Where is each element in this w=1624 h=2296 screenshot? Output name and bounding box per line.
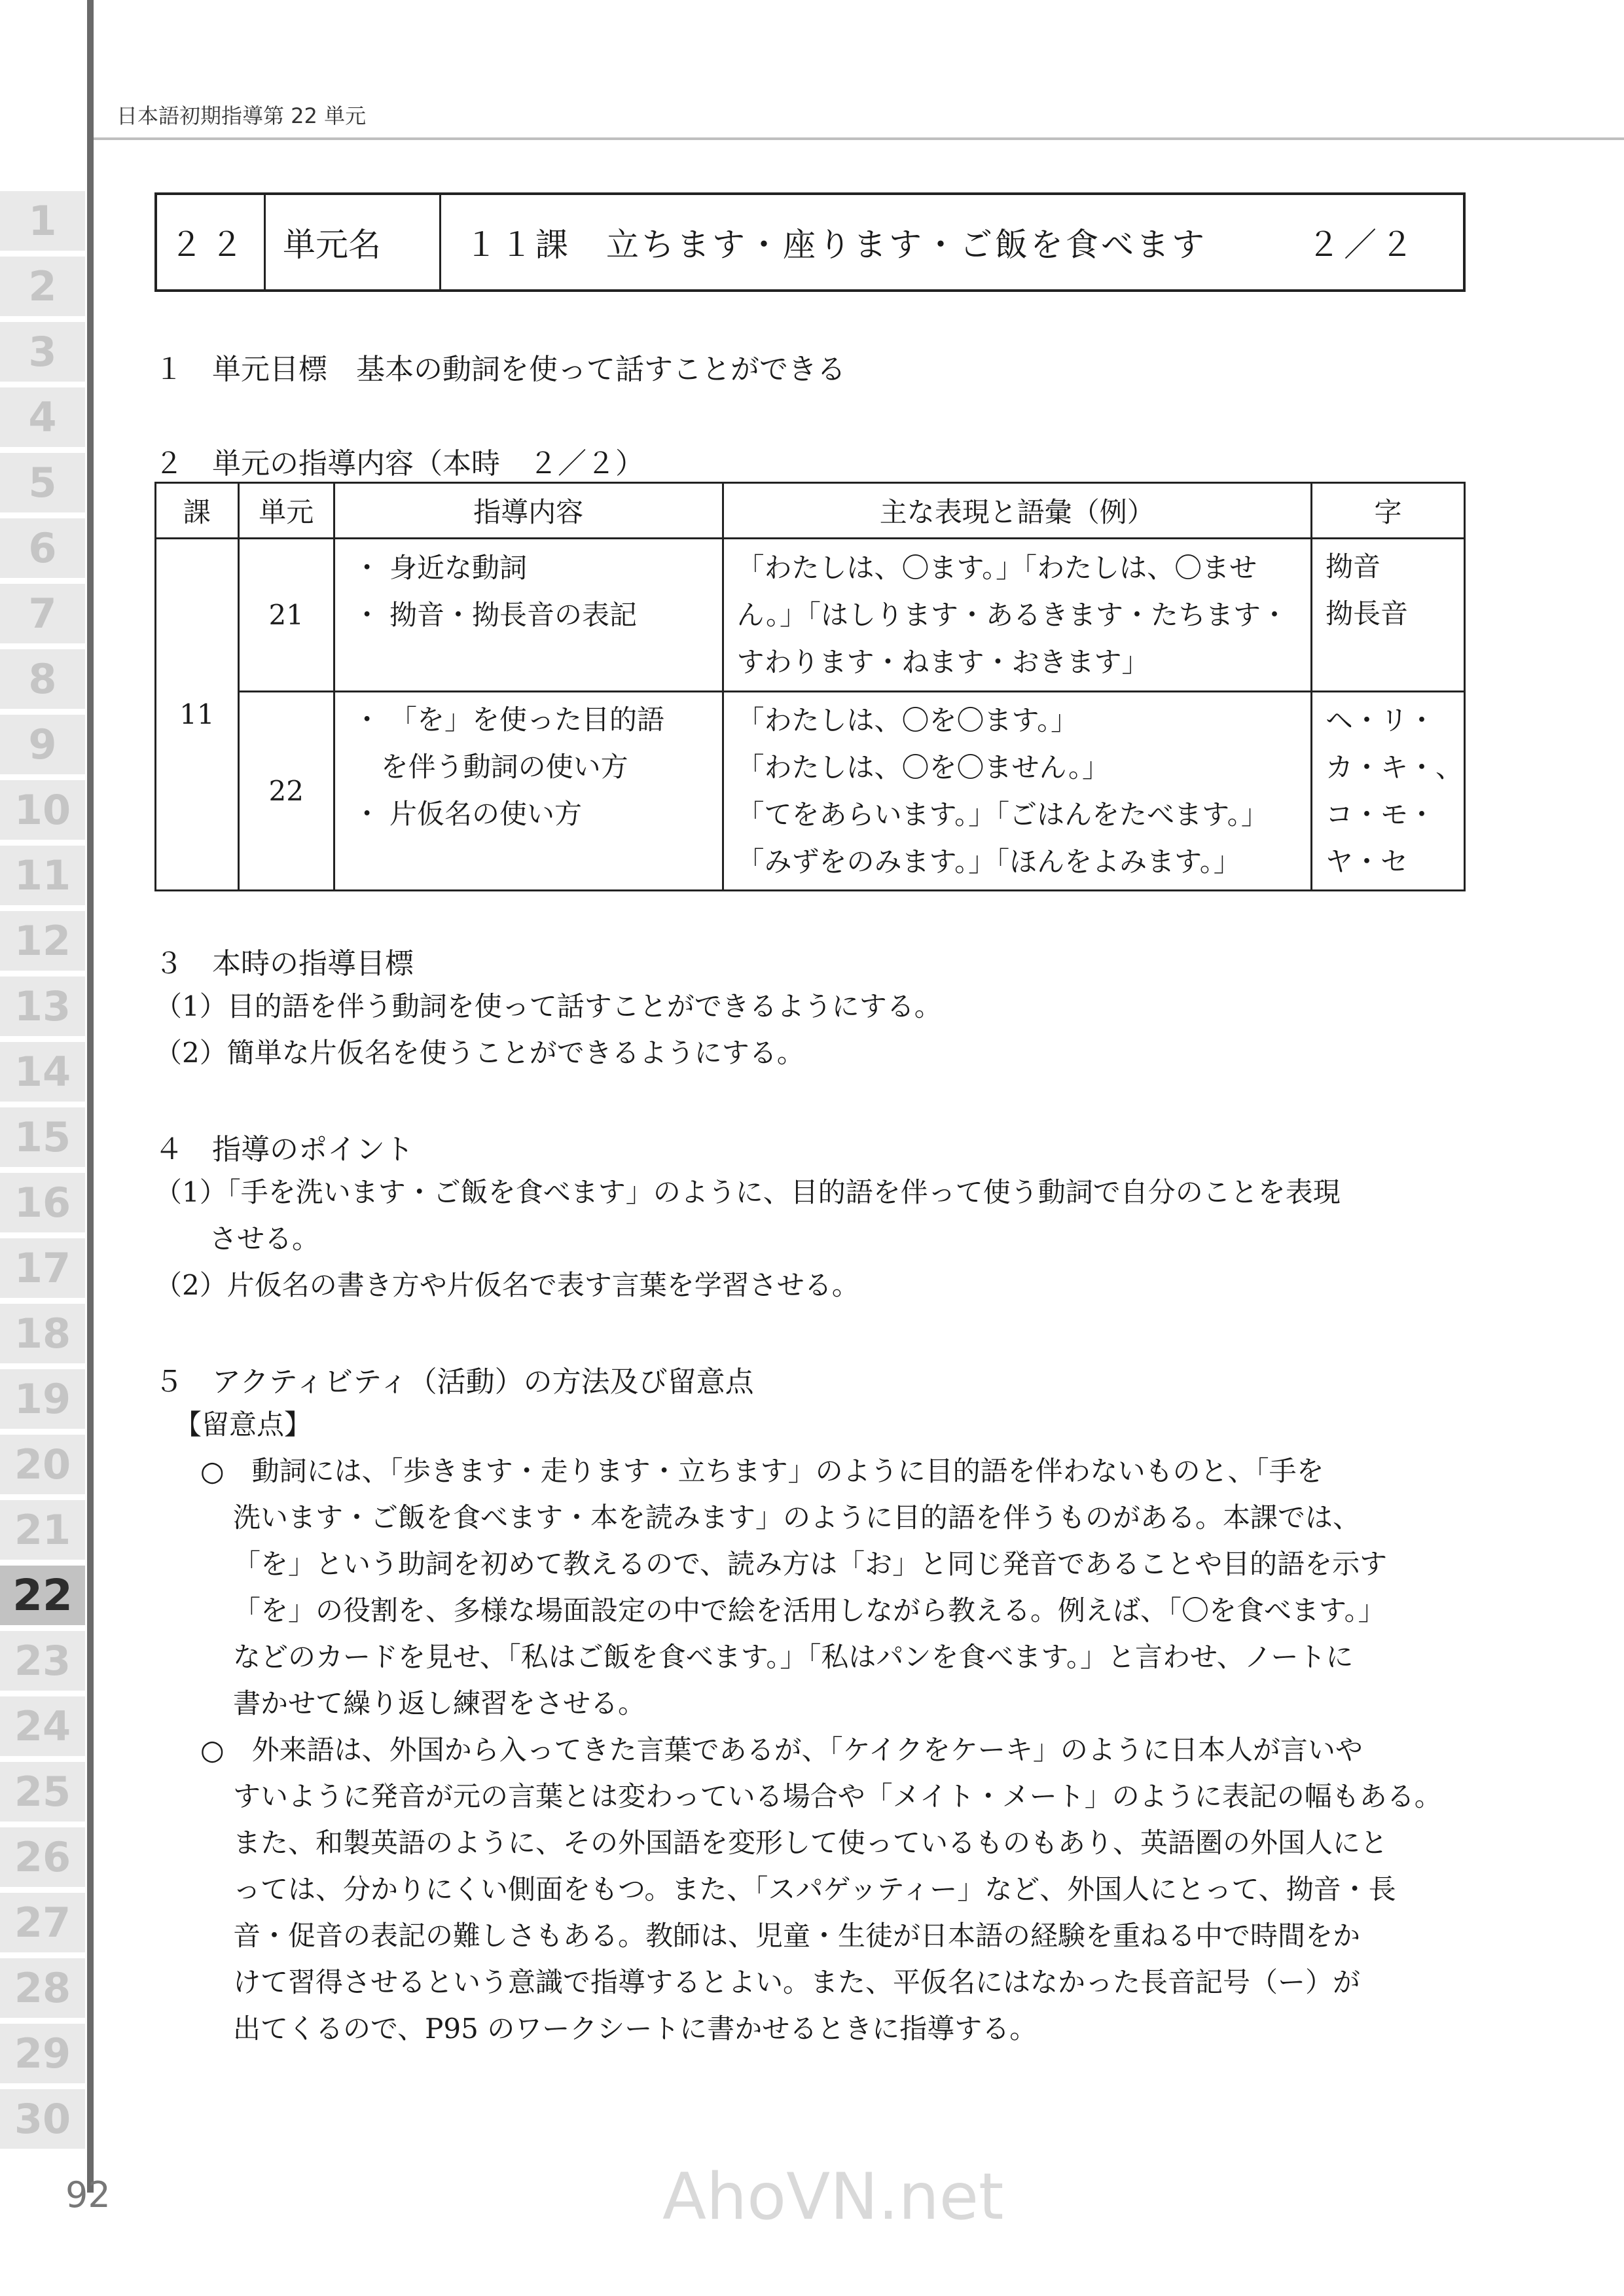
section5-heading: ５ アクティビティ（活動）の方法及び留意点 <box>154 1365 754 1399</box>
point-line: （1）「手を洗います・ご飯を食べます」のように、目的語を伴って使う動詞で自分のことを表現 <box>154 1176 1341 1208</box>
unit-tab: 8 <box>0 649 85 709</box>
unit-tab: 30 <box>0 2089 85 2149</box>
unit-tab: 5 <box>0 453 85 512</box>
note-line: 「を」の役割を、多様な場面設定の中で絵を活用しながら教える。例えば、「〇を食べます。」 <box>233 1594 1386 1626</box>
note-line: 洗います・ご飯を食べます・本を読みます」のように目的語を伴うものがある。本課では、 <box>233 1501 1361 1534</box>
note-line: などのカードを見せ、「私はご飯を食べます。」「私はパンを食べます。」と言わせ、ノートに <box>233 1641 1354 1673</box>
unit-tab: 4 <box>0 387 85 447</box>
character-line: 拗音 <box>1325 550 1380 583</box>
point-line: （2）片仮名の書き方や片仮名で表す言葉を学習させる。 <box>154 1269 859 1301</box>
unit-tab: 19 <box>0 1369 85 1429</box>
expression-line: 「てをあらいます。」「ごはんをたべます。」 <box>736 798 1269 831</box>
note-line: 音・促音の表記の難しさもある。教師は、児童・生徒が日本語の経験を重ねる中で時間をか <box>233 1920 1361 1952</box>
expressions-cell <box>723 692 1311 891</box>
characters-cell <box>1311 692 1464 891</box>
content-line: ・ 「を」を使った目的語 <box>353 704 664 736</box>
unit-tab: 3 <box>0 322 85 382</box>
header-divider <box>94 137 1624 140</box>
watermark: AhoVN.net <box>662 2160 1004 2234</box>
unit-name-label: 単元名 <box>266 195 441 289</box>
unit-tab: 28 <box>0 1958 85 2018</box>
expression-line: すわります・ねます・おきます」 <box>736 645 1149 678</box>
unit-tab: 6 <box>0 518 85 578</box>
running-head: 日本語初期指導第 22 単元 <box>117 103 367 128</box>
unit-tab: 9 <box>0 715 85 774</box>
note-line: 出てくるので、P95 のワークシートに書かせるときに指導する。 <box>233 2013 1038 2045</box>
unit-tab: 12 <box>0 911 85 971</box>
unit-tab: 24 <box>0 1696 85 1756</box>
unit-tab: 13 <box>0 977 85 1036</box>
unit-tab: 29 <box>0 2024 85 2083</box>
note-line: 「を」という助詞を初めて教えるので、読み方は「お」と同じ発音であることや目的語を示す <box>233 1548 1388 1580</box>
character-line: コ・モ・ <box>1325 798 1435 831</box>
unit-number: ２２ <box>157 195 266 289</box>
content-cell <box>334 692 723 891</box>
section2-heading: ２ 単元の指導内容（本時 ２／２） <box>154 447 644 480</box>
col-header-unit: 単元 <box>238 483 334 539</box>
unit-title-box <box>154 192 1466 292</box>
page-spine <box>87 0 94 2193</box>
col-header-lesson: 課 <box>156 483 239 539</box>
expression-line: 「わたしは、〇を〇ます。」 <box>736 704 1079 736</box>
unit-tab: 23 <box>0 1631 85 1691</box>
note-line: っては、分かりにくい側面をもつ。また、「スパゲッティー」など、外国人にとって、拗音・長 <box>233 1873 1396 1905</box>
unit-tab: 18 <box>0 1304 85 1363</box>
note-line: また、和製英語のように、その外国語を変形して使っているものもあり、英語圏の外国人にと <box>233 1827 1388 1859</box>
unit-content-table <box>154 482 1466 891</box>
unit-tab: 10 <box>0 780 85 840</box>
table-row <box>156 692 1465 891</box>
character-line: カ・キ・、 <box>1325 751 1463 783</box>
unit-tab: 27 <box>0 1893 85 1952</box>
unit-tab: 21 <box>0 1500 85 1560</box>
note-label: 【留意点】 <box>174 1408 312 1441</box>
unit-number-cell: 22 <box>238 692 334 891</box>
content-cell <box>334 539 723 692</box>
table-header-row <box>156 483 1465 539</box>
expression-line: ん。」「はしります・あるきます・たちます・ <box>736 598 1289 631</box>
characters-cell <box>1311 539 1464 692</box>
note-line: けて習得させるという意識で指導するとよい。また、平仮名にはなかった長音記号（ー）が <box>233 1966 1361 1998</box>
unit-tab: 16 <box>0 1173 85 1232</box>
note-line: ○ 外来語は、外国から入ってきた言葉であるが、「ケイクをケーキ」のように日本人が言いや <box>200 1734 1363 1766</box>
unit-tab: 11 <box>0 846 85 905</box>
unit-tab: 2 <box>0 257 85 316</box>
unit-index-tabs <box>0 191 85 2155</box>
character-line: ヤ・セ <box>1325 845 1408 878</box>
note-line: ○ 動詞には、「歩きます・走ります・立ちます」のように目的語を伴わないものと、「手を <box>200 1455 1324 1487</box>
section3-heading: ３ 本時の指導目標 <box>154 947 414 980</box>
unit-tab: 15 <box>0 1107 85 1167</box>
unit-tab: 25 <box>0 1762 85 1821</box>
expressions-cell <box>723 539 1311 692</box>
lesson-number: 11 <box>156 539 239 891</box>
unit-tab: 26 <box>0 1827 85 1887</box>
unit-number-cell: 21 <box>238 539 334 692</box>
expression-line: 「わたしは、〇ます。」「わたしは、〇ませ <box>736 551 1257 584</box>
character-line: 拗長音 <box>1325 598 1408 630</box>
expression-line: 「みずをのみます。」「ほんをよみます。」 <box>736 845 1241 878</box>
col-header-expressions: 主な表現と語彙（例） <box>723 483 1311 539</box>
content-line: ・ 身近な動詞 <box>353 551 527 584</box>
unit-name: １１課 立ちます・座ります・ご飯を食べます <box>465 226 1207 264</box>
page-number: 92 <box>65 2174 111 2215</box>
unit-tab: 20 <box>0 1435 85 1494</box>
section1-heading: １ 単元目標 基本の動詞を使って話すことができる <box>154 353 846 386</box>
col-header-characters: 字 <box>1311 483 1464 539</box>
unit-tab: 17 <box>0 1238 85 1298</box>
objective-item: （2）簡単な片仮名を使うことができるようにする。 <box>154 1037 804 1069</box>
content-line: を伴う動詞の使い方 <box>353 751 628 783</box>
col-header-content: 指導内容 <box>334 483 723 539</box>
table-row <box>156 539 1465 692</box>
unit-tab: 1 <box>0 191 85 251</box>
note-line: 書かせて繰り返し練習をさせる。 <box>233 1687 646 1719</box>
unit-tab: 14 <box>0 1042 85 1102</box>
note-line: すいように発音が元の言葉とは変わっている場合や「メイト・メート」のように表記の幅もある。 <box>233 1780 1442 1812</box>
point-line: させる。 <box>154 1223 320 1255</box>
unit-tab: 7 <box>0 584 85 643</box>
content-line: ・ 拗音・拗長音の表記 <box>353 598 637 631</box>
character-line: ヘ・リ・ <box>1325 704 1435 736</box>
objective-item: （1）目的語を伴う動詞を使って話すことができるようにする。 <box>154 990 942 1022</box>
expression-line: 「わたしは、〇を〇ません。」 <box>736 751 1110 783</box>
content-line: ・ 片仮名の使い方 <box>353 798 582 830</box>
section4-heading: ４ 指導のポイント <box>154 1133 414 1166</box>
unit-session: ２／２ <box>1307 226 1417 264</box>
unit-tab-active: 22 <box>0 1566 85 1625</box>
